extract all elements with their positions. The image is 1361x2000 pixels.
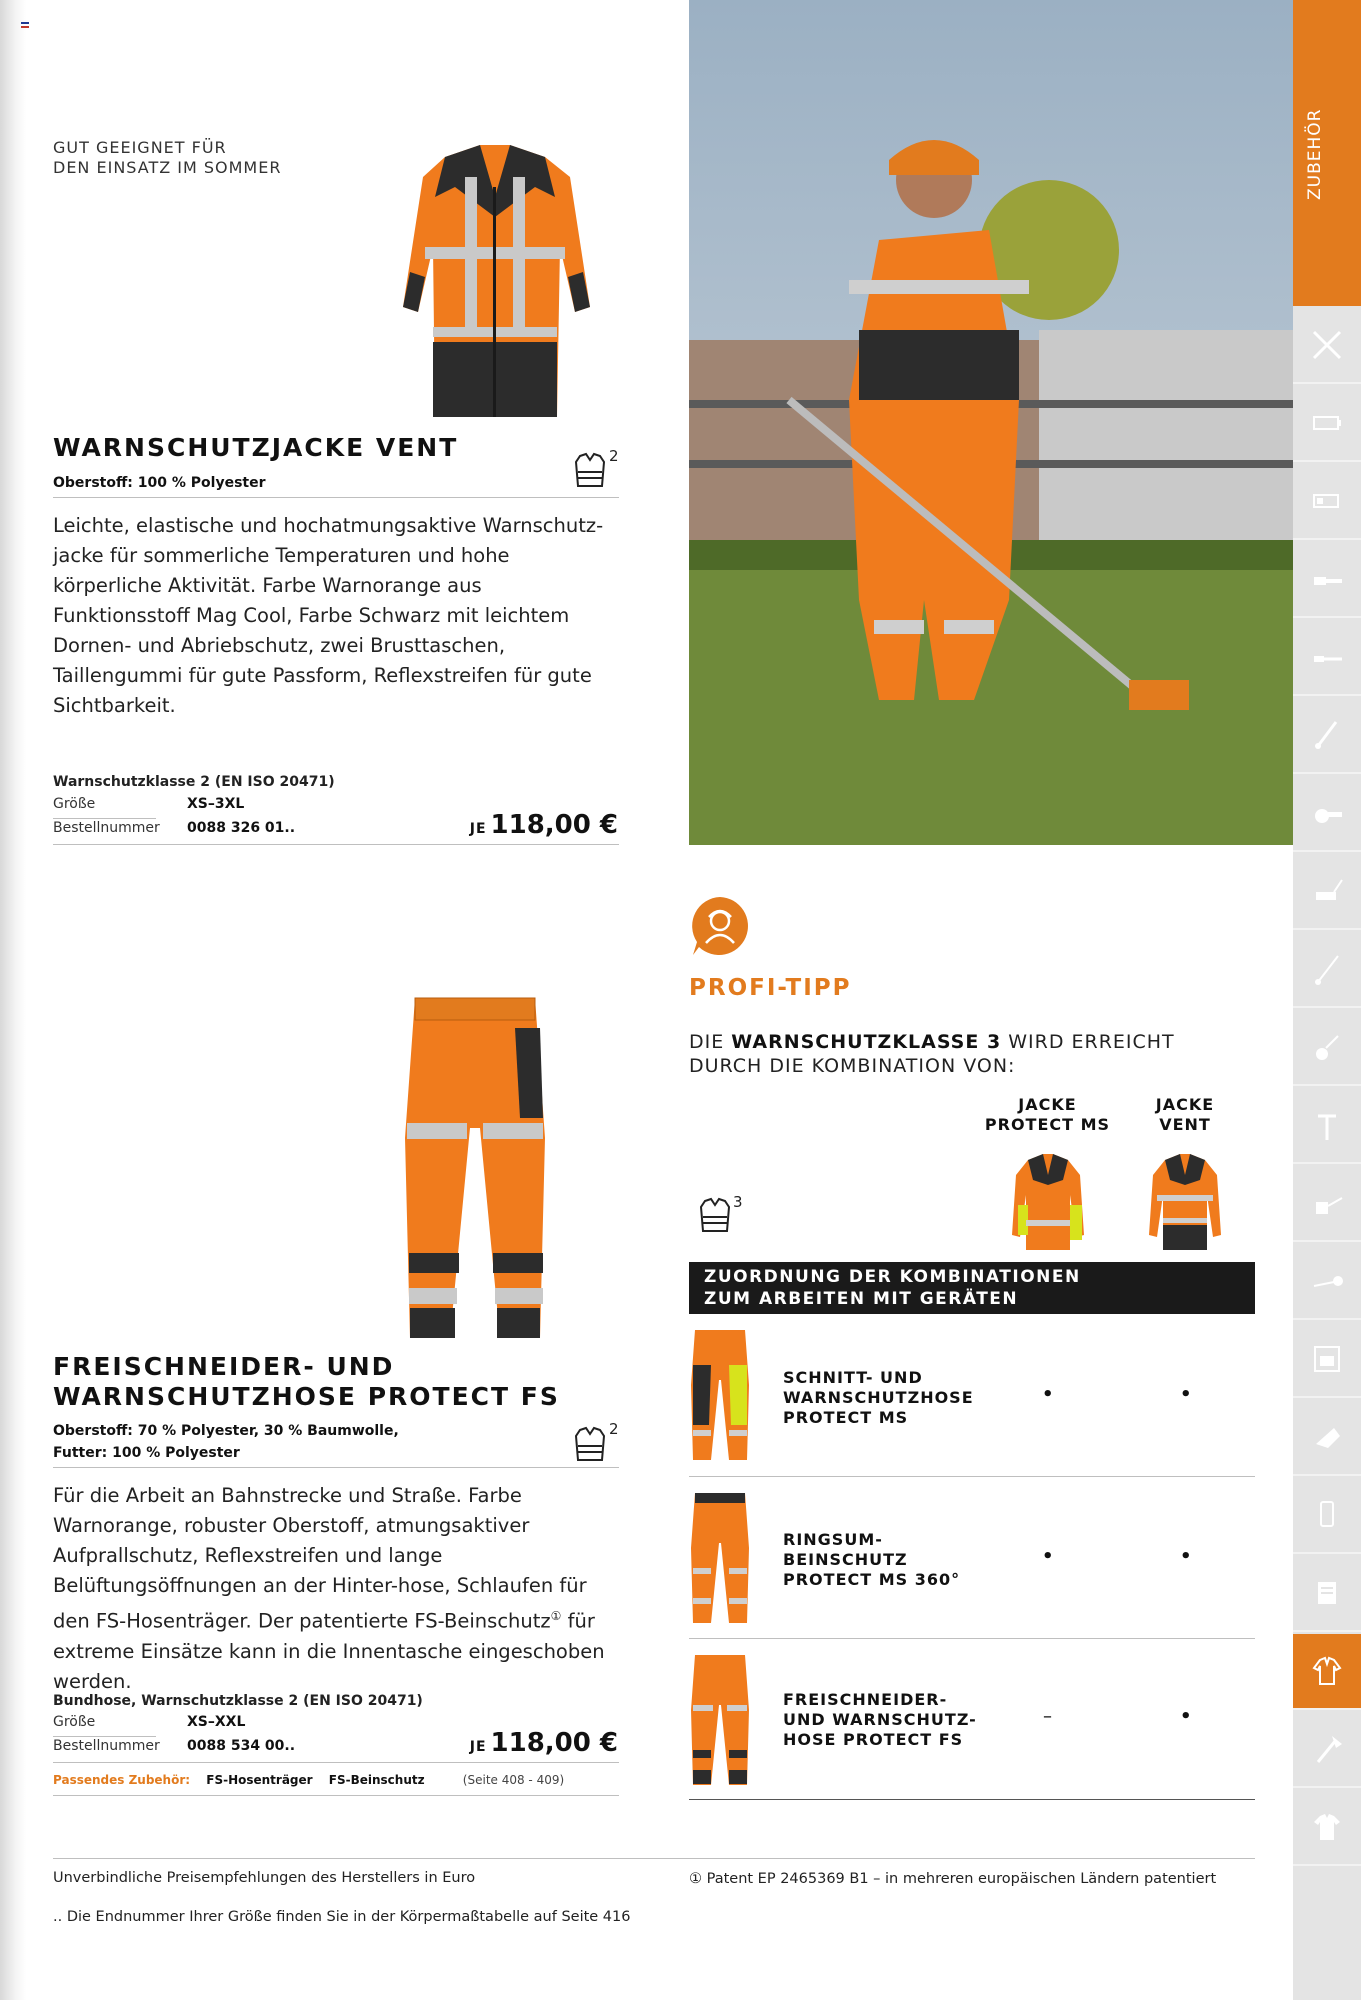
row-label [783, 1530, 960, 1590]
row-label-line: SCHNITT- UND [783, 1368, 923, 1387]
patent-note: ① Patent EP 2465369 B1 – in mehreren europäischen Ländern patentiert [689, 1871, 1217, 1887]
sidebar-item-auger[interactable] [1293, 1088, 1361, 1164]
material-line: Futter: 100 % Polyester [53, 1445, 240, 1461]
jacket-description: Leichte, elastische und hochatmungsaktive Warnschutz-jacke für sommerliche Temperaturen und hohe körperliche Aktivität. Farbe Warnorange aus Funktionsstoff Mag Cool, Farbe Schwarz mit leichtem Dornen- und Abriebschutz, zwei Brusttaschen, Taillengummi für gute Passform, Reflexstreifen für gute Sichtbarkeit. [53, 514, 604, 717]
lawnmower-icon [1308, 872, 1346, 910]
patent-mark: ① [550, 1609, 562, 1623]
pants-title [53, 1352, 560, 1412]
order-number-value: 0088 534 00.. [187, 1738, 296, 1754]
chainsaw-icon [1308, 560, 1346, 598]
combination-mark: • [1180, 1546, 1192, 1567]
spec-divider [53, 818, 156, 819]
accessory-divider [53, 1795, 619, 1796]
combination-mark: – [1043, 1706, 1052, 1727]
accessory-page-ref: (Seite 408 - 409) [462, 1773, 565, 1787]
price-value: 118,00 € [490, 810, 618, 840]
sidebar-item-shirt[interactable] [1293, 1790, 1361, 1866]
combination-table-header [689, 1262, 1255, 1314]
sidebar-item-clothing[interactable] [1293, 1634, 1361, 1710]
sidebar-item-lawnmower[interactable] [1293, 854, 1361, 930]
pants-price [450, 1728, 618, 1758]
ride-on-mower-icon [1308, 1418, 1346, 1456]
combination-mark: • [1042, 1546, 1054, 1567]
sidebar-section-label: ZUBEHÖR [1305, 108, 1325, 200]
size-label: Größe [53, 1714, 96, 1730]
order-number-value: 0088 326 01.. [187, 820, 296, 836]
order-number-label: Bestellnummer [53, 820, 160, 836]
jacket-eyebrow [53, 138, 353, 178]
sidebar-item-catalog[interactable] [1293, 1556, 1361, 1632]
axe-icon [1308, 1730, 1346, 1768]
smartphone-icon [1308, 1496, 1346, 1534]
hi-vis-class-icon [570, 450, 610, 490]
profi-tip-worker-icon [689, 895, 751, 957]
jacket-spec-title: Warnschutzklasse 2 (EN ISO 20471) [53, 774, 335, 790]
row-label-line: FREISCHNEIDER- [783, 1690, 948, 1709]
hi-vis-class-number: 2 [609, 1420, 619, 1438]
hedge-trimmer-icon [1308, 638, 1346, 676]
brushcutter-icon [1308, 716, 1346, 754]
sidebar-item-axe[interactable] [1293, 1712, 1361, 1788]
row-divider [689, 1638, 1255, 1639]
row-label-line: BEINSCHUTZ [783, 1550, 908, 1569]
column-head-line: VENT [1159, 1115, 1211, 1134]
hero-worker-photo [689, 0, 1293, 845]
eyebrow-line: DEN EINSATZ IM SOMMER [53, 158, 282, 177]
price-divider [53, 844, 619, 845]
tip-text-highlight: WARNSCHUTZKLASSE 3 [731, 1031, 1002, 1053]
row-label-line: WARNSCHUTZHOSE [783, 1388, 974, 1407]
sidebar-section-accessories[interactable] [1293, 0, 1361, 306]
leg-protection-360-thumbnail [685, 1488, 755, 1628]
pants-protect-ms-thumbnail [685, 1325, 755, 1465]
shirt-icon [1308, 1808, 1346, 1846]
combination-mark: • [1042, 1384, 1054, 1405]
page-gutter [0, 0, 26, 2000]
accessory-link[interactable]: FS-Beinschutz [328, 1773, 425, 1787]
pants-spec-title: Bundhose, Warnschutzklasse 2 (EN ISO 20471) [53, 1693, 423, 1709]
sidebar-item-robot-mower[interactable] [1293, 1322, 1361, 1398]
profi-tip-text [689, 1030, 1249, 1078]
hi-vis-class-number: 3 [733, 1193, 743, 1211]
sidebar-item-brushcutter[interactable] [1293, 698, 1361, 774]
profi-tip-title: PROFI-TIPP [689, 975, 852, 1001]
sidebar-item-chainsaw[interactable] [1293, 542, 1361, 618]
sidebar-item-battery[interactable] [1293, 386, 1361, 462]
pants-protect-fs-thumbnail [685, 1650, 755, 1790]
jacket-title: WARNSCHUTZJACKE VENT [53, 433, 459, 462]
size-value: XS–3XL [187, 796, 245, 812]
robot-mower-icon [1308, 1340, 1346, 1378]
sprayer-icon [1308, 1262, 1346, 1300]
price-prefix: JE [469, 821, 487, 837]
title-divider [53, 497, 619, 498]
pants-description [53, 1481, 623, 1697]
clothing-icon [1308, 1652, 1346, 1690]
sidebar-item-pressure-washer[interactable] [1293, 1166, 1361, 1242]
row-label-line: PROTECT MS 360° [783, 1570, 961, 1589]
sidebar-item-trimmer[interactable] [1293, 932, 1361, 1008]
sidebar-item-battery-pack[interactable] [1293, 464, 1361, 540]
tiller-icon [1308, 1028, 1346, 1066]
pressure-washer-icon [1308, 1184, 1346, 1222]
eyebrow-line: GUT GEEIGNET FÜR [53, 138, 227, 157]
bar-line: ZUORDNUNG DER KOMBINATIONEN [704, 1267, 1081, 1287]
combination-mark: • [1180, 1706, 1192, 1727]
jacket-material: Oberstoff: 100 % Polyester [53, 475, 266, 491]
row-label-line: RINGSUM- [783, 1530, 883, 1549]
column-head-vent [1130, 1095, 1240, 1135]
column-head-line: JACKE [1018, 1095, 1077, 1114]
price-divider [53, 1762, 619, 1763]
row-label [783, 1368, 974, 1428]
column-head-line: JACKE [1155, 1095, 1215, 1114]
price-prefix: JE [469, 1739, 487, 1755]
jacket-price [450, 810, 618, 840]
sidebar-item-hedge-trimmer[interactable] [1293, 620, 1361, 696]
sidebar-item-tools[interactable] [1293, 308, 1361, 384]
hi-vis-class-icon [570, 1424, 610, 1464]
sidebar-item-blower[interactable] [1293, 776, 1361, 852]
row-divider [689, 1476, 1255, 1477]
price-value: 118,00 € [490, 1728, 618, 1758]
jacket-vent-thumbnail [1145, 1150, 1225, 1255]
size-table-note: .. Die Endnummer Ihrer Größe finden Sie in der Körpermaßtabelle auf Seite 416 [53, 1909, 631, 1925]
sidebar-item-ride-on-mower[interactable] [1293, 1400, 1361, 1476]
row-label-line: HOSE PROTECT FS [783, 1730, 964, 1749]
row-label-line: PROTECT MS [783, 1408, 909, 1427]
bar-line: ZUM ARBEITEN MIT GERÄTEN [704, 1289, 1019, 1309]
spec-divider [53, 1736, 156, 1737]
accessory-link[interactable]: FS-Hosenträger [206, 1773, 313, 1787]
matching-accessories [53, 1773, 564, 1787]
price-disclaimer: Unverbindliche Preisempfehlungen des Herstellers in Euro [53, 1870, 476, 1886]
column-head-protect-ms [980, 1095, 1115, 1135]
material-line: Oberstoff: 70 % Polyester, 30 % Baumwolle, [53, 1423, 399, 1439]
description-text: Für die Arbeit an Bahnstrecke und Straße. Farbe Warnorange, robuster Oberstoff, atmungsaktiver Aufprallschutz, Reflexstreifen und lange Belüftungsöffnungen an der Hinter-hose, Schlaufen für den FS-Hosenträger. Der patentierte FS-Beinschutz [53, 1484, 587, 1633]
row-label [783, 1690, 977, 1750]
jacket-protect-ms-thumbnail [1008, 1150, 1088, 1255]
tip-text-part: WIRD ERREICHT DURCH DIE KOMBINATION VON: [689, 1031, 1175, 1077]
catalog-icon [1308, 1574, 1346, 1612]
size-value: XS–XXL [187, 1714, 246, 1730]
jacket-vent-image [385, 137, 605, 427]
battery-pack-icon [1308, 482, 1346, 520]
title-line: WARNSCHUTZHOSE PROTECT FS [53, 1382, 560, 1411]
pants-material [53, 1420, 399, 1464]
tip-text-part: DIE [689, 1031, 732, 1053]
trimmer-icon [1308, 950, 1346, 988]
category-sidebar [1293, 0, 1361, 2000]
blower-icon [1308, 794, 1346, 832]
sidebar-item-tiller[interactable] [1293, 1010, 1361, 1086]
hi-vis-class-number: 2 [609, 447, 619, 465]
row-label-line: UND WARNSCHUTZ- [783, 1710, 977, 1729]
table-bottom-rule [689, 1799, 1255, 1800]
tools-icon [1308, 326, 1346, 364]
order-number-label: Bestellnummer [53, 1738, 160, 1754]
column-head-line: PROTECT MS [984, 1115, 1111, 1134]
title-line: FREISCHNEIDER- UND [53, 1352, 395, 1381]
auger-icon [1308, 1106, 1346, 1144]
footer-divider [53, 1858, 1255, 1859]
language-flag-icon[interactable] [21, 22, 29, 28]
battery-icon [1308, 404, 1346, 442]
size-label: Größe [53, 796, 96, 812]
combination-mark: • [1180, 1384, 1192, 1405]
description-text: für extreme Einsätze kann in die Innentasche eingeschoben werden. [53, 1609, 605, 1693]
pants-protect-fs-image [385, 988, 565, 1348]
hi-vis-class-icon [695, 1195, 735, 1235]
sidebar-item-smartphone[interactable] [1293, 1478, 1361, 1554]
accessory-label: Passendes Zubehör: [53, 1773, 191, 1787]
sidebar-item-sprayer[interactable] [1293, 1244, 1361, 1320]
title-divider [53, 1467, 619, 1468]
